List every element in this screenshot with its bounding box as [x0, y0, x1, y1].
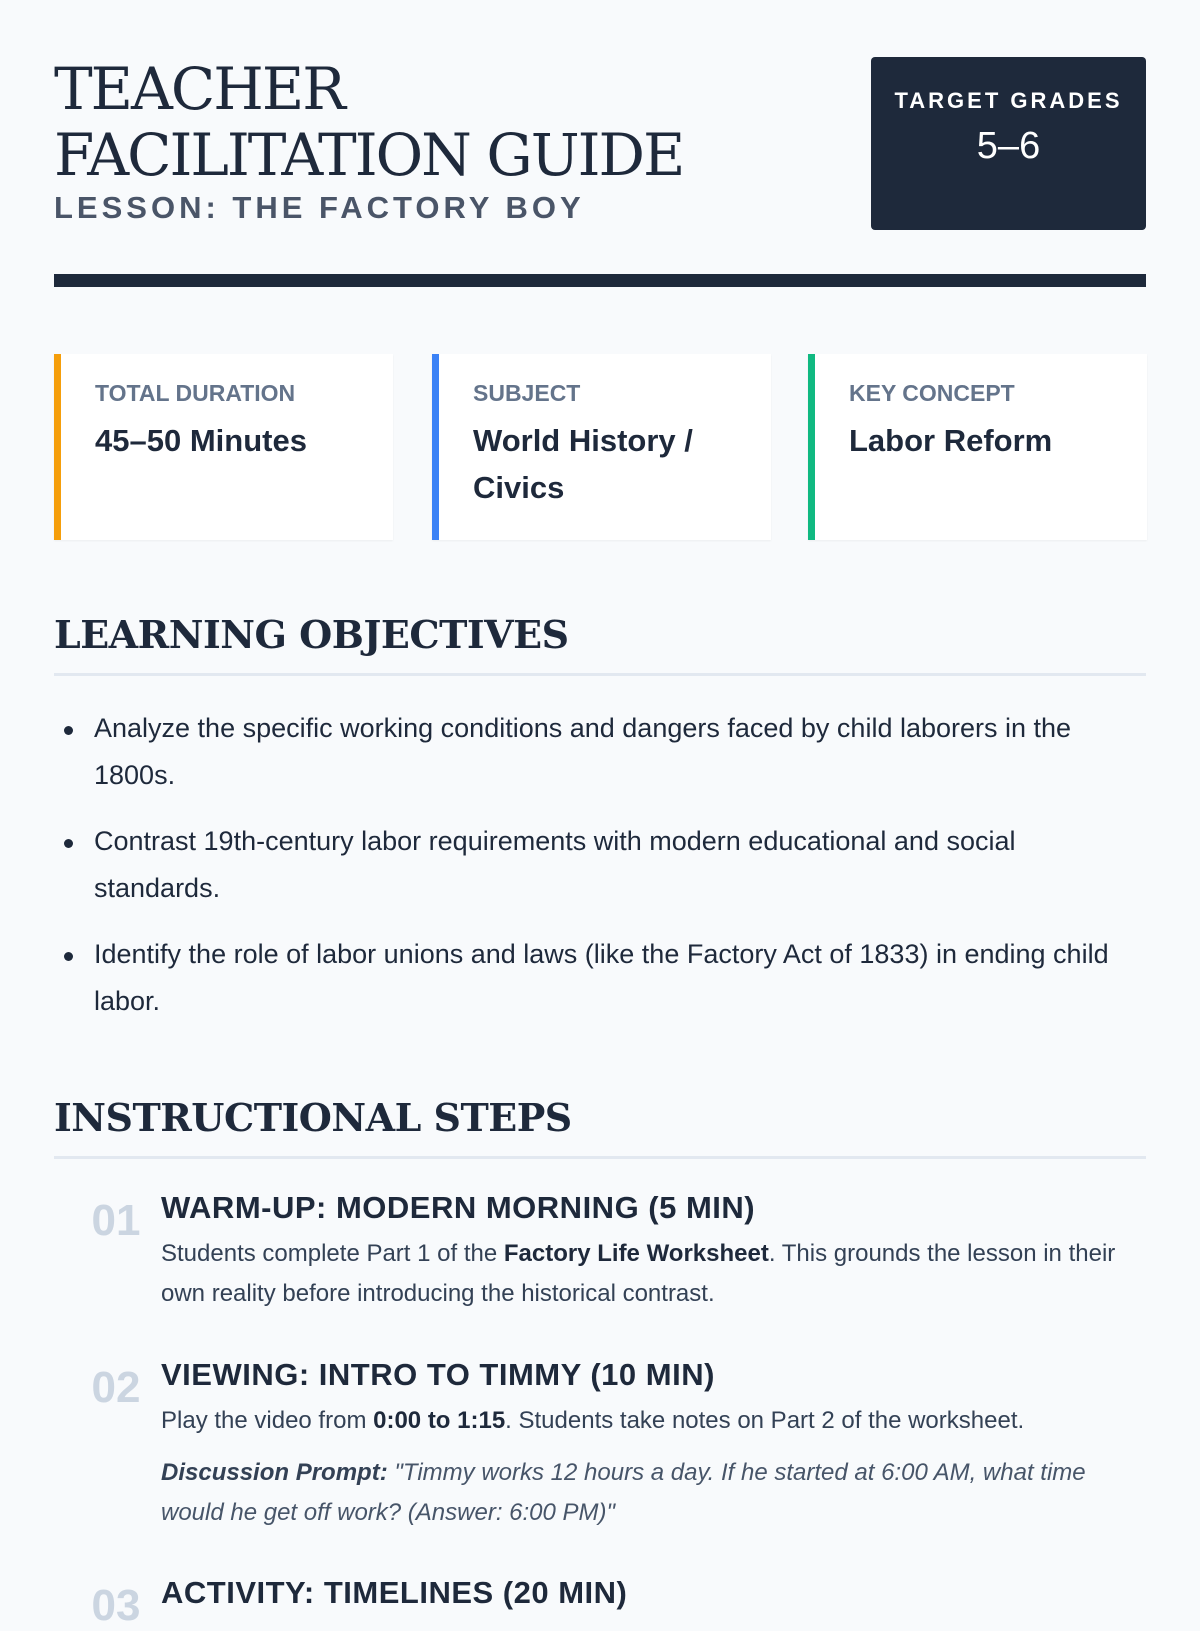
key-concept-card	[808, 354, 1147, 540]
step-description	[161, 1401, 1146, 1441]
duration-value: 45–50 Minutes	[95, 423, 307, 458]
step-number: 03	[91, 1581, 141, 1630]
duration-card	[54, 354, 393, 540]
target-grades-label: TARGET GRADES	[894, 88, 1123, 113]
header-divider	[54, 274, 1146, 287]
objective-item: Identify the role of labor unions and laws (like the Factory Act of 1833) in ending child labor.	[54, 931, 1146, 1025]
step-text-part: Play the video from	[161, 1407, 374, 1434]
step-body	[161, 1355, 1146, 1533]
step-description	[161, 1234, 1146, 1314]
discussion-prompt	[161, 1453, 1146, 1533]
step-text-part: Students complete Part 1 of the	[161, 1240, 504, 1267]
step-text-bold: Factory Life Worksheet	[503, 1240, 769, 1267]
instructional-steps-heading: INSTRUCTIONAL STEPS	[54, 1095, 1146, 1159]
info-cards	[54, 354, 1147, 540]
step-text-part: . Students take notes on Part 2 of the worksheet.	[505, 1407, 1025, 1434]
subject-value: World History / Civics	[473, 423, 693, 505]
step-number: 01	[91, 1196, 141, 1245]
key-concept-value: Labor Reform	[849, 423, 1053, 458]
subject-label: SUBJECT	[473, 380, 581, 406]
objective-item: Analyze the specific working conditions and dangers faced by child laborers in the 1800s.	[54, 705, 1146, 799]
step-number: 02	[91, 1363, 141, 1412]
subject-card	[432, 354, 771, 540]
duration-label: TOTAL DURATION	[95, 380, 296, 406]
discussion-prompt-label: Discussion Prompt:	[161, 1459, 388, 1486]
step-title: VIEWING: INTRO TO TIMMY (10 MIN)	[161, 1357, 715, 1392]
header	[54, 0, 1146, 288]
target-grades-value: 5–6	[976, 125, 1041, 167]
step-title: ACTIVITY: TIMELINES (20 MIN)	[161, 1575, 628, 1610]
step-body	[161, 1188, 1146, 1314]
key-concept-label: KEY CONCEPT	[849, 380, 1015, 406]
objectives-list	[54, 705, 1146, 1044]
lesson-subtitle: LESSON: THE FACTORY BOY	[54, 190, 585, 225]
step-title: WARM-UP: MODERN MORNING (5 MIN)	[161, 1190, 756, 1225]
objective-item: Contrast 19th-century labor requirements with modern educational and social standards.	[54, 818, 1146, 912]
step-text-bold: 0:00 to 1:15	[373, 1407, 506, 1434]
page-title: TEACHER FACILITATION GUIDE	[54, 55, 684, 189]
discussion-prompt-text: "Timmy works 12 hours a day. If he started at 6:00 AM, what time would he get off work? (Answer: 6:00 PM)"	[161, 1459, 1086, 1526]
learning-objectives-heading: LEARNING OBJECTIVES	[54, 612, 1146, 676]
step-text-part: . This grounds the lesson in their own reality before introducing the historical contrast.	[161, 1240, 1116, 1307]
step-body	[161, 1573, 1146, 1613]
target-grades-badge	[871, 57, 1146, 230]
